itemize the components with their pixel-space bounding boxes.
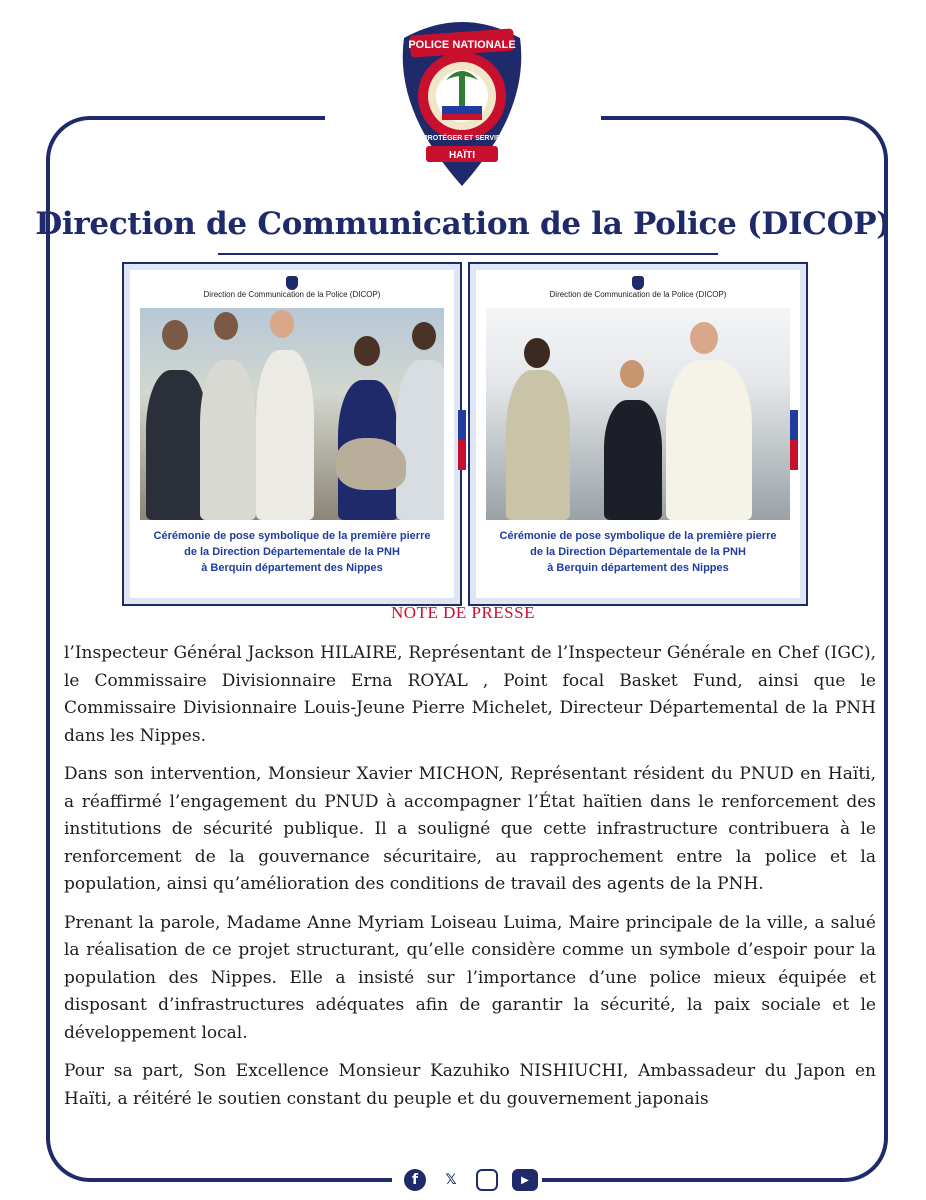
photo-person <box>506 370 570 520</box>
photo-card-inner <box>476 270 800 598</box>
photo-card-header: Direction de Communication de la Police (DICOP) <box>549 290 727 299</box>
photo-person-head <box>162 320 188 350</box>
caption-line: à Berquin département des Nippes <box>201 562 383 574</box>
caption-line: à Berquin département des Nippes <box>547 562 729 574</box>
photo-person-head <box>690 322 718 354</box>
photo-person <box>256 350 314 520</box>
badge-top-text: POLICE NATIONALE <box>408 39 516 51</box>
photo-person <box>146 370 208 520</box>
badge-country-text: HAÏTI <box>448 150 476 161</box>
caption-line: Cérémonie de pose symbolique de la première pierre <box>153 530 431 542</box>
press-note-label: NOTE DE PRESSE <box>391 603 535 622</box>
photo-person-head <box>412 322 436 350</box>
flag-accent <box>790 410 798 470</box>
photo-caption <box>476 528 800 576</box>
x-icon[interactable]: 𝕏 <box>445 1172 457 1188</box>
photo-person <box>604 400 662 520</box>
photo-person-head <box>524 338 550 368</box>
page-title: Direction de Communication de la Police (DICOP) <box>35 206 891 242</box>
photo-person-head <box>354 336 380 366</box>
photo-card-left[interactable] <box>122 262 462 606</box>
social-links <box>404 1169 538 1191</box>
caption-line: de la Direction Départementale de la PNH <box>530 546 746 558</box>
photo-card-inner <box>130 270 454 598</box>
mini-badge-icon <box>632 276 644 290</box>
mini-badge-icon <box>286 276 298 290</box>
handshake-photo <box>486 308 790 520</box>
photo-card-right[interactable] <box>468 262 808 606</box>
foundation-stone <box>336 438 406 490</box>
police-badge-logo <box>392 10 532 190</box>
photo-person-head <box>214 312 238 340</box>
title-underline <box>218 253 718 255</box>
photo-card-header: Direction de Communication de la Police (DICOP) <box>203 290 381 299</box>
press-body <box>64 640 876 1124</box>
photo-person-head <box>270 310 294 338</box>
paragraph: l’Inspecteur Général Jackson HILAIRE, Représentant de l’Inspecteur Générale en Chef (IGC), le Commissaire Divisionnaire Erna ROYAL , Point focal Basket Fund, ainsi que le Commissaire Divisionnaire Louis-Jeune Pierre Michelet, Directeur Départemental de la PNH dans les Nippes. <box>64 643 876 746</box>
paragraph: Prenant la parole, Madame Anne Myriam Loiseau Luima, Maire principale de la ville, a salué la réalisation de ce projet structurant, qu’elle considère comme un symbole d’espoir pour la population des Nippes. Elle a insisté sur l’importance d’une police mieux équipée et disposant d’infrastructures adéquates afin de garantir la sécurité, la paix sociale et le développement local. <box>64 912 876 1043</box>
photo-caption <box>130 528 454 576</box>
facebook-icon[interactable]: f <box>404 1169 426 1191</box>
caption-line: de la Direction Départementale de la PNH <box>184 546 400 558</box>
ceremony-photo <box>140 308 444 520</box>
flag-accent <box>458 410 466 470</box>
instagram-icon[interactable] <box>476 1169 498 1191</box>
youtube-icon[interactable]: ▶ <box>512 1169 538 1191</box>
paragraph: Pour sa part, Son Excellence Monsieur Kazuhiko NISHIUCHI, Ambassadeur du Japon en Haïti, a réitéré le soutien constant du peuple et du gouvernement japonais <box>64 1061 876 1109</box>
caption-line: Cérémonie de pose symbolique de la première pierre <box>499 530 777 542</box>
photo-person <box>396 360 444 520</box>
photo-person <box>200 360 256 520</box>
photo-person-head <box>620 360 644 388</box>
badge-motto-text: PROTÉGER ET SERVIR <box>422 135 502 142</box>
paragraph: Dans son intervention, Monsieur Xavier MICHON, Représentant résident du PNUD en Haïti, a réaffirmé l’engagement du PNUD à accompagner l’État haïtien dans le renforcement des institutions de sécurité publique. Il a souligné que cette infrastructure contribuera à le renforcement de la gouvernance sécuritaire, au rapprochement entre la police et la population, ainsi qu’amélioration des conditions de travail des agents de la PNH. <box>64 764 876 894</box>
photo-person <box>666 360 752 520</box>
